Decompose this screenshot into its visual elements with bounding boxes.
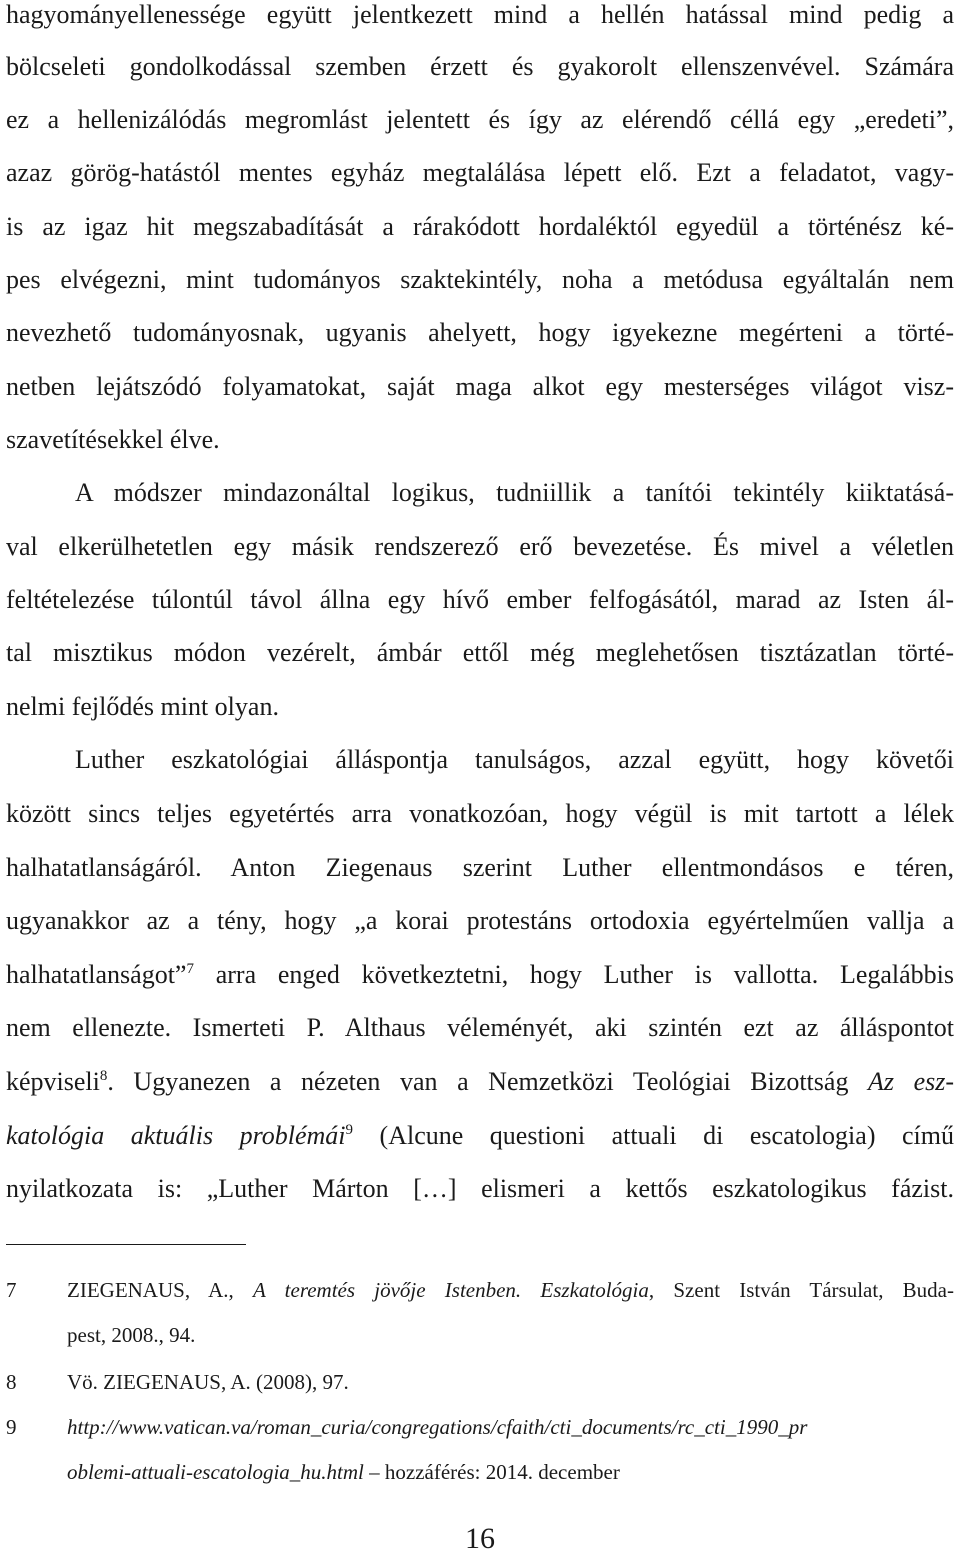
body-line: ez a hellenizálódás megromlást jelentett és így az elérendő céllá egy „eredeti”, [6,105,954,134]
body-text: . Ugyanezen a nézeten van a Nemzetközi Teológiai Bizottság [107,1067,849,1096]
body-text: képviseli [6,1067,100,1096]
italic-title: Az esz- [868,1067,955,1096]
footnote-url[interactable] [67,1414,954,1440]
footnote-number: 7 [6,1278,17,1302]
body-line: A módszer mindazonáltal logikus, tudniillik a tanítói tekintély kiiktatásá- [75,478,954,507]
footnote-text [67,1277,954,1303]
body-text: arra enged következtetni, hogy Luther is vallotta. Legalábbis [215,960,955,989]
body-line: azaz görög-hatástól mentes egyház megtalálása lépett elő. Ezt a feladatot, vagy- [6,158,954,187]
footnote-text: pest, 2008., 94. [67,1323,196,1347]
body-line: hagyományellenessége együtt jelentkezett mind a hellén hatással mind pedig a [6,0,954,29]
footnote-link[interactable]: http://www.vatican.va/roman_curia/congregations/cfaith/cti_documents/rc_cti_1990_pr [67,1415,808,1439]
footnote-title: A teremtés jövője Istenben. Eszkatológia [253,1278,649,1302]
body-line: tal misztikus módon vezérelt, ámbár ettől még meglehetősen tisztázatlan törté- [6,638,954,667]
body-line: pes elvégezni, mint tudományos szaktekintély, noha a metódusa egyáltalán nem [6,265,954,294]
body-line [6,1121,954,1151]
body-line: feltételezése túlontúl távol állna egy hívő ember felfogásától, marad az Isten ál- [6,585,954,614]
body-line: között sincs teljes egyetértés arra vonatkozóan, hogy végül is mit tartott a lélek [6,799,954,828]
footnote-ref[interactable]: 9 [345,1122,353,1138]
body-line [6,960,954,990]
body-line: szavetítésekkel élve. [6,425,220,454]
footnote-author: ZIEGENAUS, A., [67,1278,234,1302]
body-line: nyilatkozata is: „Luther Márton […] elismeri a kettős eszkatologikus fázist. [6,1174,954,1203]
footnote-text: Vö. ZIEGENAUS, A. (2008), 97. [67,1370,349,1394]
body-line: netben lejátszódó folyamatokat, saját maga alkot egy mesterséges világot visz- [6,372,954,401]
footnote-number: 8 [6,1370,17,1394]
footnote-publisher: , Szent István Társulat, Buda- [648,1278,954,1302]
footnote-ref[interactable]: 7 [186,961,194,977]
body-line: Luther eszkatológiai álláspontja tanulságos, azzal együtt, hogy követői [75,745,954,774]
body-line: nem ellenezte. Ismerteti P. Althaus véleményét, aki szintén ezt az álláspontot [6,1013,954,1042]
footnote-access-date: – hozzáférés: 2014. december [363,1460,620,1484]
body-text: (Alcune questioni attuali di escatologia) című [379,1121,954,1150]
footnote-link[interactable]: oblemi-attuali-escatologia_hu.html [67,1460,364,1484]
body-line [6,1067,954,1097]
footnote-number: 9 [6,1415,17,1439]
body-line: halhatatlanságáról. Anton Ziegenaus szerint Luther ellentmondásos e téren, [6,853,954,882]
body-line: ugyanakkor az a tény, hogy „a korai protestáns ortodoxia egyértelműen vallja a [6,906,954,935]
footnote-separator [6,1244,246,1245]
body-line: nelmi fejlődés mint olyan. [6,692,279,721]
body-line: bölcseleti gondolkodással szemben érzett és gyakorolt ellenszenvével. Számára [6,52,954,81]
footnote-ref[interactable]: 8 [99,1068,108,1084]
body-line: nevezhető tudományosnak, ugyanis ahelyett, hogy igyekezne megérteni a törté- [6,318,954,347]
body-line: is az igaz hit megszabadítását a rárakódott hordaléktól egyedül a történész ké- [6,212,954,241]
page-number: 16 [465,1522,495,1555]
footnote-text [67,1459,954,1485]
italic-title: katológia aktuális problémái [6,1121,346,1150]
body-text: halhatatlanságot” [6,960,187,989]
body-line: val elkerülhetetlen egy másik rendszerező erő bevezetése. És mivel a véletlen [6,532,954,561]
